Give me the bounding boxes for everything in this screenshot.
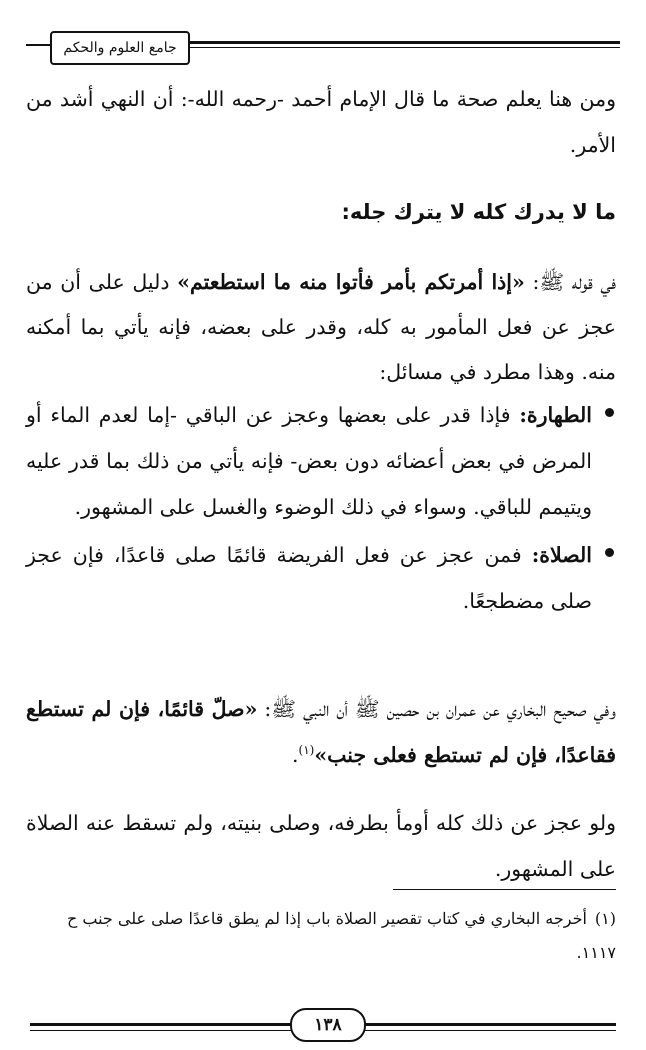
footnote-reference: (١) bbox=[298, 743, 315, 758]
paragraph-2-intro: في قوله ﷺ: bbox=[524, 270, 617, 294]
footnote bbox=[26, 902, 616, 970]
header-rule-left bbox=[26, 44, 50, 46]
paragraph-1: ومن هنا يعلم صحة ما قال الإمام أحمد -رحمه الله-: أن النهي أشد من الأمر. bbox=[26, 87, 616, 157]
bullet-dot-icon bbox=[605, 408, 614, 417]
footnote-mark: (١) bbox=[594, 909, 616, 928]
section-heading: ما لا يدرك كله لا يترك جله: bbox=[341, 200, 616, 224]
bullet-text: فمن عجز عن فعل الفريضة قائمًا صلى قاعدًا، فإن عجز صلى مضطجعًا. bbox=[26, 543, 592, 613]
paragraph-3-end: . bbox=[291, 743, 299, 767]
bullet-dot-icon bbox=[605, 548, 614, 557]
running-header-title: جامع العلوم والحكم bbox=[50, 31, 190, 65]
footnote-text: أخرجه البخاري في كتاب تقصير الصلاة باب إذا لم يطق قاعدًا صلى على جنب ح ١١١٧. bbox=[66, 909, 616, 962]
hadith-quote-2: «صلّ قائمًا، فإن لم تستطع فقاعدًا، فإن لم تستطع فعلى جنب» bbox=[26, 697, 616, 767]
hadith-quote-1: «إذا أمرتكم بأمر فأتوا منه ما استطعتم» bbox=[177, 270, 525, 294]
bullet-item-prayer bbox=[26, 532, 616, 624]
footnote-separator bbox=[393, 889, 616, 890]
bullet-text: فإذا قدر على بعضها وعجز عن الباقي -إما لعدم الماء أو المرض في بعض أعضائه دون بعض- فإنه يأتي من ذلك بما قدر عليه ويتيمم للباقي. وسواء في ذلك الوضوء والغسل على المشهور. bbox=[26, 403, 592, 519]
header-rule-thick bbox=[190, 41, 620, 44]
paragraph-2-rest: دليل على أن من عجز عن فعل المأمور به كله، وقدر على بعضه، فإنه يأتي بما أمكنه منه. وهذا مطرد في مسائل: bbox=[26, 270, 616, 384]
page-number: ١٣٨ bbox=[290, 1008, 366, 1042]
bullet-list bbox=[26, 392, 616, 626]
paragraph-2 bbox=[26, 260, 616, 395]
bullet-item-purification bbox=[26, 392, 616, 530]
bullet-term: الصلاة: bbox=[531, 543, 592, 567]
bullet-term: الطهارة: bbox=[519, 403, 592, 427]
paragraph-3-intro: وفي صحيح البخاري عن عمران بن حصين ﷺ أن النبي ﷺ: bbox=[257, 697, 616, 721]
paragraph-4: ولو عجز عن ذلك كله أومأ بطرفه، وصلى بنيته، ولم تسقط عنه الصلاة على المشهور. bbox=[26, 811, 616, 881]
paragraph-3 bbox=[26, 686, 616, 778]
header-rule-thin bbox=[190, 47, 620, 48]
